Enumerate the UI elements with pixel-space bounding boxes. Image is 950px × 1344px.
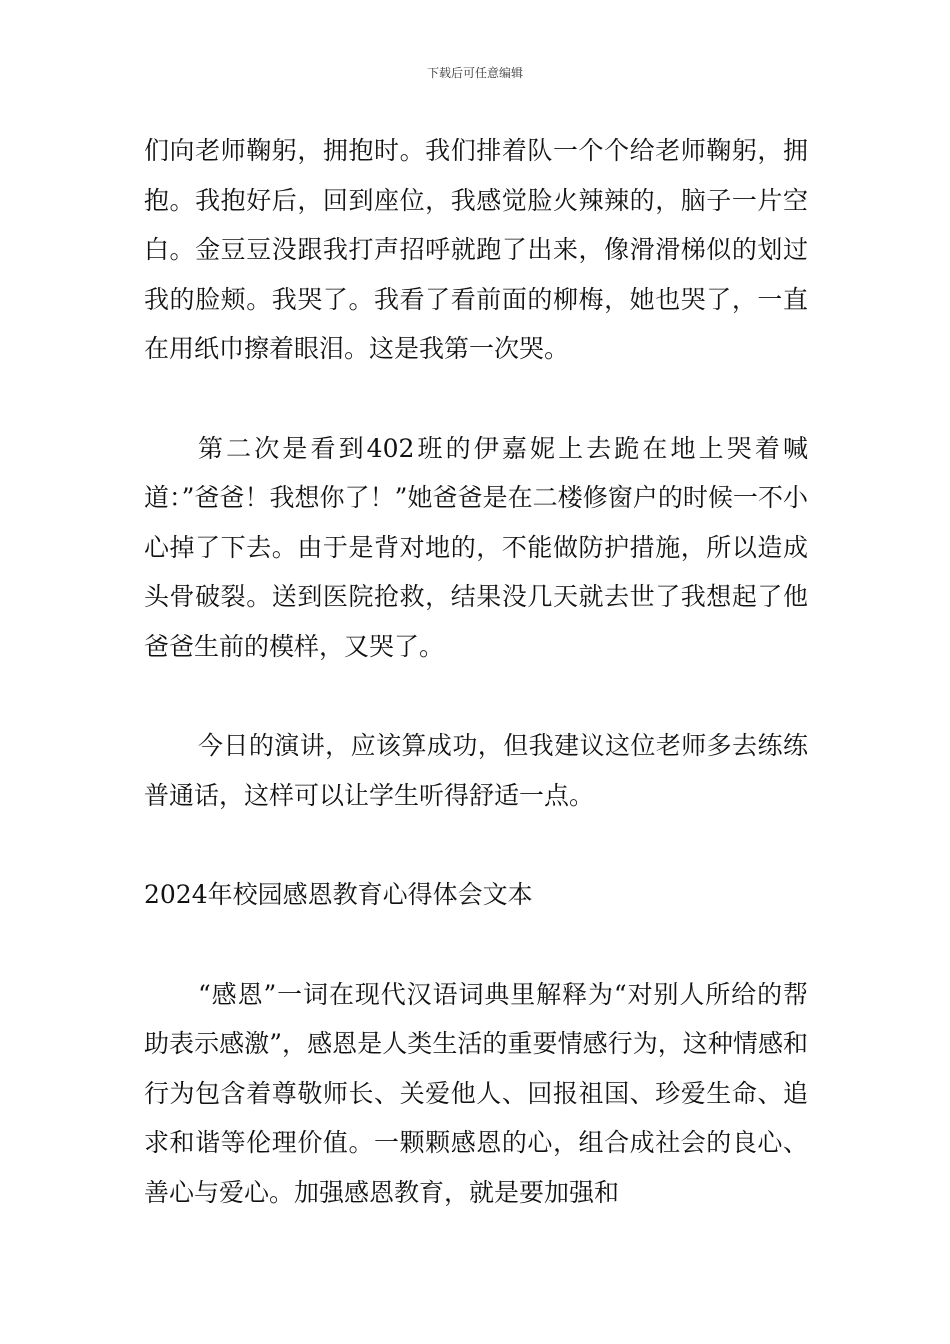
section-title: 2024年校园感恩教育心得体会文本 <box>144 880 533 909</box>
paragraph-gap <box>144 374 808 424</box>
paragraph-gap <box>144 920 808 970</box>
paragraph-gap <box>144 671 808 721</box>
paragraph-2: 第二次是看到402班的伊嘉妮上去跪在地上哭着喊道：”爸爸！我想你了！”她爸爸是在二楼修窗户的时候一不小心掉了下去。由于是背对地的，不能做防护措施，所以造成头骨破裂。送到医院抢救，结果没几天就去世了我想起了他爸爸生前的模样，又哭了。 <box>144 433 808 661</box>
paragraph-1: 们向老师鞠躬，拥抱时。我们排着队一个个给老师鞠躬，拥抱。我抱好后，回到座位，我感觉脸火辣辣的，脑子一片空白。金豆豆没跟我打声招呼就跑了出来，像滑滑梯似的划过我的脸颊。我哭了。我看了看前面的柳梅，她也哭了，一直在用纸巾擦着眼泪。这是我第一次哭。 <box>144 136 808 363</box>
paragraph-4: “感恩”一词在现代汉语词典里解释为“对别人所给的帮助表示感激”，感恩是人类生活的重要情感行为，这种情感和行为包含着尊敬师长、关爱他人、回报祖国、珍爱生命、追求和谐等伦理价值。一颗颗感恩的心，组合成社会的良心、善心与爱心。加强感恩教育，就是要加强和 <box>144 979 808 1207</box>
document-body <box>144 126 808 1217</box>
paragraph-3: 今日的演讲，应该算成功，但我建议这位老师多去练练普通话，这样可以让学生听得舒适一点。 <box>144 731 808 810</box>
page-header-note: 下载后可任意编辑 <box>426 66 523 80</box>
paragraph-gap <box>144 820 808 870</box>
